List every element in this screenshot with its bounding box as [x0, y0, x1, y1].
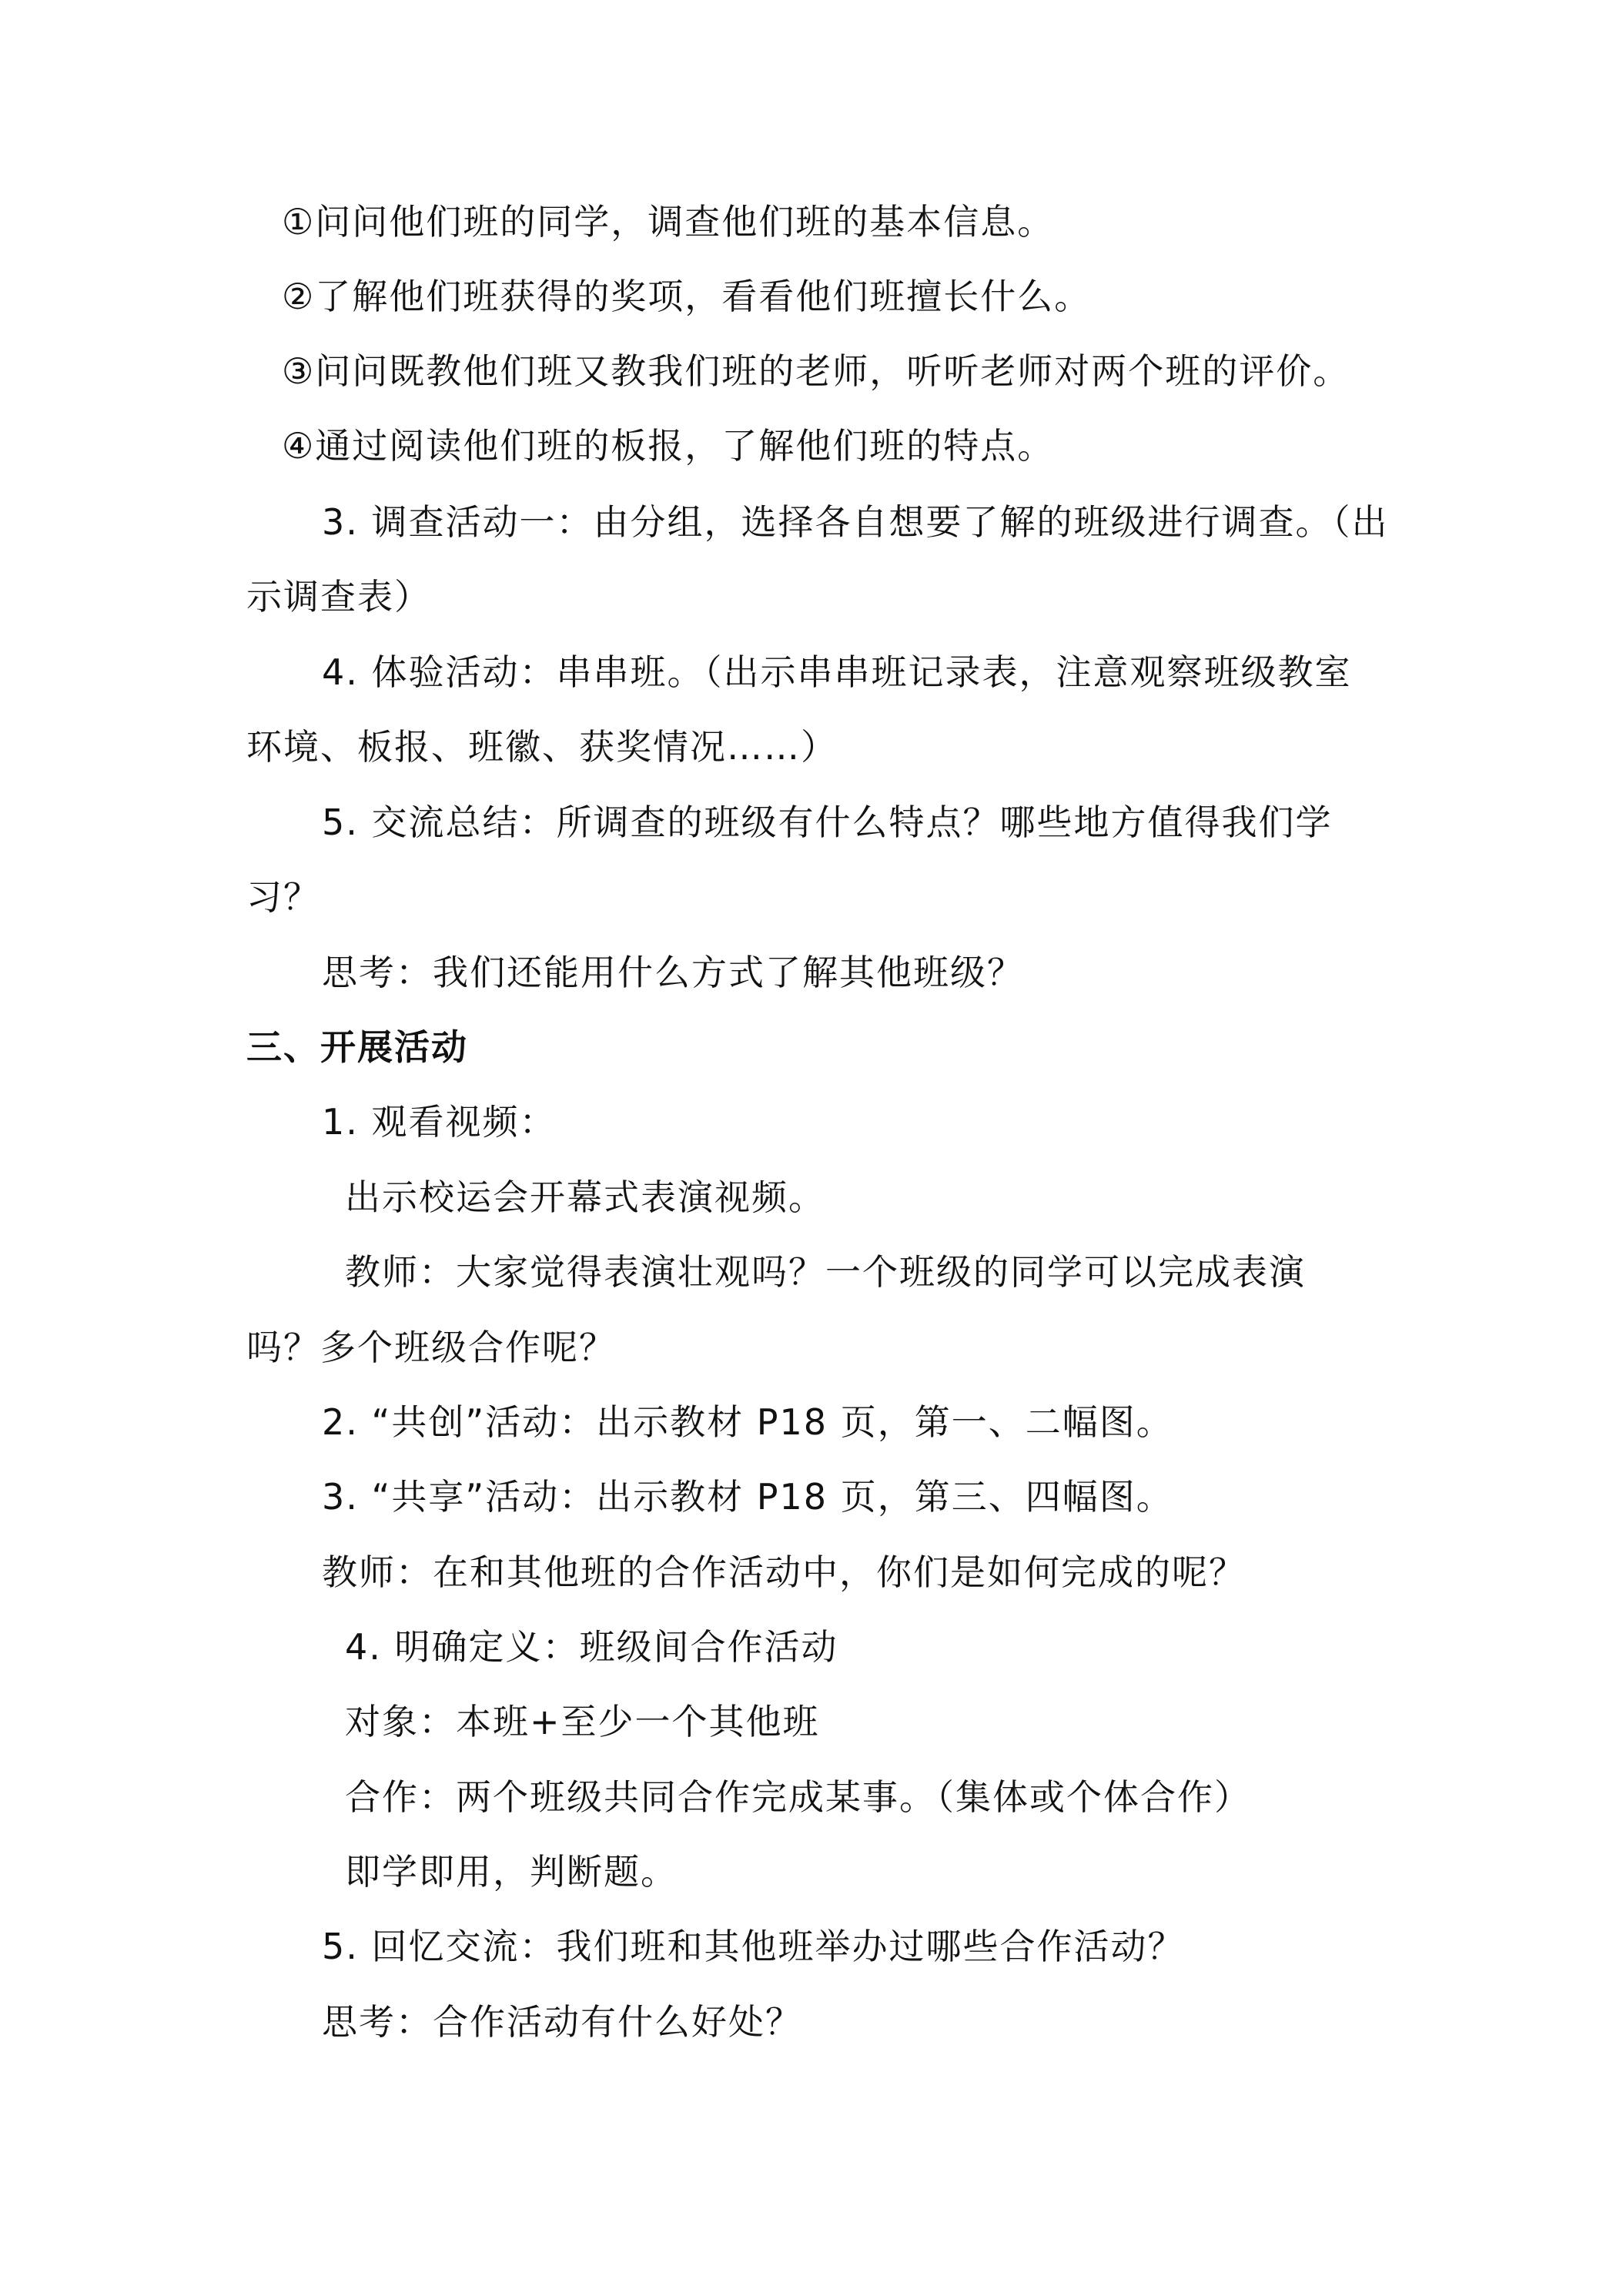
teacher-question-1-line-1: 教师：大家觉得表演壮观吗？一个班级的同学可以完成表演 — [345, 1251, 1306, 1293]
activity-1-title: 1. 观看视频： — [322, 1101, 557, 1143]
paragraph-5-line-1: 5. 交流总结：所调查的班级有什么特点？哪些地方值得我们学 — [322, 802, 1333, 843]
practice-note: 即学即用，判断题。 — [345, 1851, 678, 1893]
teacher-question-1-line-2: 吗？多个班级合作呢？ — [246, 1327, 616, 1368]
thinking-question-1: 思考：我们还能用什么方式了解其他班级？ — [322, 952, 1024, 993]
step-item-4: ④通过阅读他们班的板报，了解他们班的特点。 — [282, 425, 1055, 467]
step-item-1: ①问问他们班的同学，调查他们班的基本信息。 — [282, 201, 1055, 243]
paragraph-3-line-1: 3. 调查活动一：由分组，选择各自想要了解的班级进行调查。（出 — [322, 501, 1389, 543]
activity-3: 3. “共享”活动：出示教材 P18 页，第三、四幅图。 — [322, 1476, 1173, 1518]
activity-2: 2. “共创”活动：出示教材 P18 页，第一、二幅图。 — [322, 1401, 1173, 1443]
step-item-3: ③问问既教他们班又教我们班的老师，听听老师对两个班的评价。 — [282, 350, 1350, 392]
step-item-2: ②了解他们班获得的奖项，看看他们班擅长什么。 — [282, 276, 1092, 317]
activity-5: 5. 回忆交流：我们班和其他班举办过哪些合作活动？ — [322, 1926, 1185, 1967]
paragraph-4-line-1: 4. 体验活动：串串班。（出示串串班记录表，注意观察班级教室 — [322, 651, 1352, 693]
paragraph-4-line-2: 环境、板报、班徽、获奖情况……） — [246, 726, 838, 768]
activity-1-detail: 出示校运会开幕式表演视频。 — [345, 1176, 825, 1218]
paragraph-5-line-2: 习？ — [246, 876, 320, 918]
section-heading: 三、开展活动 — [246, 1026, 468, 1068]
activity-4-title: 4. 明确定义：班级间合作活动 — [345, 1626, 838, 1668]
paragraph-3-line-2: 示调查表） — [246, 576, 431, 618]
thinking-question-2: 思考：合作活动有什么好处？ — [322, 2001, 802, 2043]
teacher-question-2: 教师：在和其他班的合作活动中，你们是如何完成的呢？ — [322, 1551, 1246, 1593]
definition-object: 对象：本班+至少一个其他班 — [345, 1701, 820, 1742]
definition-cooperation: 合作：两个班级共同合作完成某事。（集体或个体合作） — [345, 1776, 1251, 1818]
